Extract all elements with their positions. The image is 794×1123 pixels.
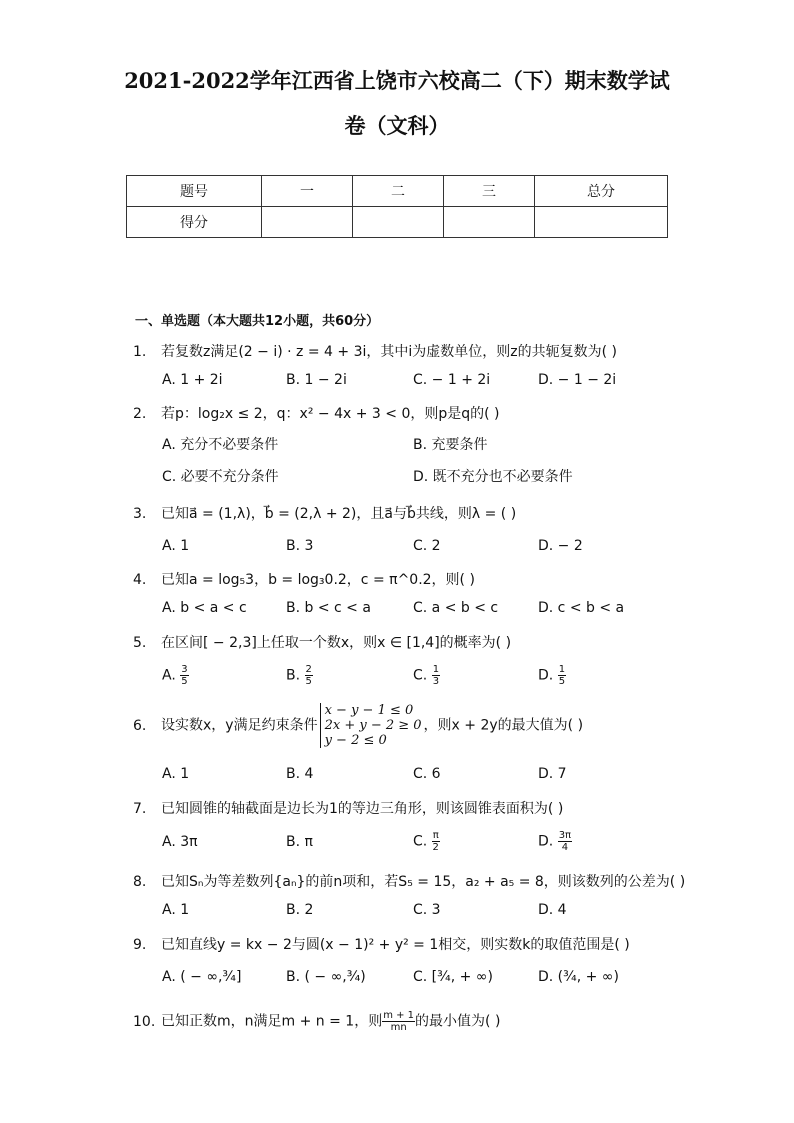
fraction — [382, 1010, 415, 1033]
exam-title-line2: 卷（文科） — [344, 113, 450, 138]
question-number: 7. — [133, 801, 147, 817]
fraction-denominator: 3 — [432, 676, 440, 687]
question-number: 4. — [133, 572, 147, 588]
option-a: A. 1 — [162, 766, 190, 782]
score-header-3: 三 — [444, 176, 535, 207]
score-cell[interactable] — [353, 207, 444, 238]
question-5 — [133, 632, 511, 652]
question-2 — [133, 403, 500, 423]
option-c: C. 2 — [413, 538, 441, 554]
question-stem: 已知a = log₅3，b = log₃0.2，c = π^0.2，则( ) — [161, 572, 475, 588]
question-stem: 在区间[ − 2,3]上任取一个数x，则x ∈ [1,4]的概率为( ) — [161, 635, 512, 651]
option-a — [162, 664, 189, 687]
fraction-denominator: 5 — [558, 676, 566, 687]
fraction-denominator: 2 — [432, 842, 439, 853]
fraction — [558, 830, 572, 853]
question-1 — [133, 341, 617, 361]
option-a: A. 1 — [162, 538, 190, 554]
option-b: B. 1 − 2i — [286, 372, 347, 388]
fraction-numerator: 3π — [558, 830, 572, 841]
fraction-numerator: 3 — [181, 664, 188, 675]
score-header-label: 题号 — [127, 176, 262, 207]
question-4 — [133, 569, 475, 589]
fraction-denominator: 5 — [181, 676, 188, 687]
question-3 — [133, 503, 516, 523]
score-cell[interactable] — [535, 207, 668, 238]
score-header-total: 总分 — [535, 176, 668, 207]
question-stem: 已知直线y = kx − 2与圆(x − 1)² + y² = 1相交，则实数k的取值范围是( ) — [161, 937, 630, 953]
option-b: B. ( − ∞,¾) — [286, 969, 366, 985]
option-d: D. 7 — [538, 766, 567, 782]
option-c: C. [¾, + ∞) — [413, 969, 493, 985]
option-a: A. b < a < c — [162, 600, 247, 616]
option-label: B. — [286, 667, 301, 684]
question-number: 1. — [133, 344, 147, 360]
option-b: B. 充要条件 — [413, 437, 488, 453]
score-table — [126, 175, 668, 238]
option-b: B. 3 — [286, 538, 314, 554]
option-c — [413, 830, 440, 853]
score-table-header-row — [127, 176, 668, 207]
question-7 — [133, 798, 563, 818]
question-stem: 已知a⃗ = (1,λ)，b⃗ = (2,λ + 2)，且a⃗与b⃗共线，则λ = ( ) — [161, 506, 517, 522]
fraction-numerator: π — [432, 830, 439, 841]
question-8 — [133, 871, 685, 891]
option-a: A. 1 — [162, 902, 190, 918]
question-stem: 已知圆锥的轴截面是边长为1的等边三角形，则该圆锥表面积为( ) — [161, 801, 564, 817]
option-b: B. b < c < a — [286, 600, 371, 616]
fraction-denominator: 5 — [305, 676, 312, 687]
option-d: D. 既不充分也不必要条件 — [413, 469, 573, 485]
question-10 — [133, 1010, 500, 1033]
fraction — [180, 664, 188, 687]
option-label: A. — [162, 667, 176, 684]
option-d: D. 4 — [538, 902, 567, 918]
option-c: C. 6 — [413, 766, 441, 782]
question-number: 9. — [133, 937, 147, 953]
option-c — [413, 664, 440, 687]
option-d: D. c < b < a — [538, 600, 625, 616]
question-stem: 若p：log₂x ≤ 2，q：x² − 4x + 3 < 0，则p是q的( ) — [161, 406, 500, 422]
option-d — [538, 830, 572, 853]
option-c: C. a < b < c — [413, 600, 499, 616]
option-c: C. 必要不充分条件 — [162, 469, 279, 485]
score-header-2: 二 — [353, 176, 444, 207]
score-table-score-row — [127, 207, 668, 238]
question-number: 6. — [133, 717, 147, 734]
question-stem-prefix: 已知正数m，n满足m + n = 1，则 — [161, 1013, 383, 1030]
question-number: 8. — [133, 874, 147, 890]
option-a: A. 3π — [162, 834, 198, 850]
fraction-numerator: 1 — [558, 664, 566, 675]
constraint-2: 2x + y − 2 ≥ 0 — [324, 718, 422, 733]
option-d: D. − 2 — [538, 538, 583, 554]
score-cell[interactable] — [444, 207, 535, 238]
option-label: C. — [413, 833, 428, 850]
question-9 — [133, 934, 630, 954]
fraction-denominator: mn — [390, 1022, 407, 1033]
score-cell[interactable] — [262, 207, 353, 238]
option-label: C. — [413, 667, 428, 684]
question-stem: 已知Sₙ为等差数列{aₙ}的前n项和，若S₅ = 15，a₂ + a₅ = 8，则该数列的公差为( ) — [161, 874, 686, 890]
fraction-numerator: m + 1 — [383, 1010, 415, 1021]
option-label: D. — [538, 667, 554, 684]
option-a: A. 1 + 2i — [162, 372, 223, 388]
constraint-3: y − 2 ≤ 0 — [324, 733, 387, 748]
question-number: 2. — [133, 406, 147, 422]
option-d — [538, 664, 566, 687]
score-header-1: 一 — [262, 176, 353, 207]
question-number: 3. — [133, 506, 147, 522]
fraction — [558, 664, 566, 687]
score-row-label: 得分 — [127, 207, 262, 238]
constraint-system — [320, 703, 422, 748]
option-b: B. 2 — [286, 902, 314, 918]
option-b: B. π — [286, 834, 313, 850]
option-d: D. (¾, + ∞) — [538, 969, 619, 985]
option-label: D. — [538, 833, 554, 850]
fraction — [432, 830, 440, 853]
question-stem-suffix: ，则x + 2y的最大值为( ) — [423, 717, 584, 734]
question-number: 5. — [133, 635, 147, 651]
question-number: 10. — [133, 1013, 156, 1030]
question-stem-prefix: 设实数x，y满足约束条件 — [161, 717, 318, 734]
fraction-numerator: 1 — [432, 664, 440, 675]
fraction-numerator: 2 — [305, 664, 312, 675]
option-b: B. 4 — [286, 766, 314, 782]
constraint-1: x − y − 1 ≤ 0 — [324, 703, 414, 718]
question-6 — [133, 703, 583, 748]
option-a: A. ( − ∞,¾] — [162, 969, 242, 985]
question-stem-suffix: 的最小值为( ) — [415, 1013, 501, 1030]
option-c: C. − 1 + 2i — [413, 372, 491, 388]
exam-title-line1: 2021-2022学年江西省上饶市六校高二（下）期末数学试 — [124, 68, 670, 93]
section-heading: 一、单选题（本大题共12小题，共60分） — [135, 314, 380, 329]
question-stem: 若复数z满足(2 − i) · z = 4 + 3i，其中i为虚数单位，则z的共轭复数为( ) — [161, 344, 617, 360]
fraction-denominator: 4 — [561, 842, 569, 853]
fraction — [432, 664, 440, 687]
option-a: A. 充分不必要条件 — [162, 437, 279, 453]
option-d: D. − 1 − 2i — [538, 372, 617, 388]
option-b — [286, 664, 313, 687]
fraction — [305, 664, 313, 687]
option-c: C. 3 — [413, 902, 441, 918]
